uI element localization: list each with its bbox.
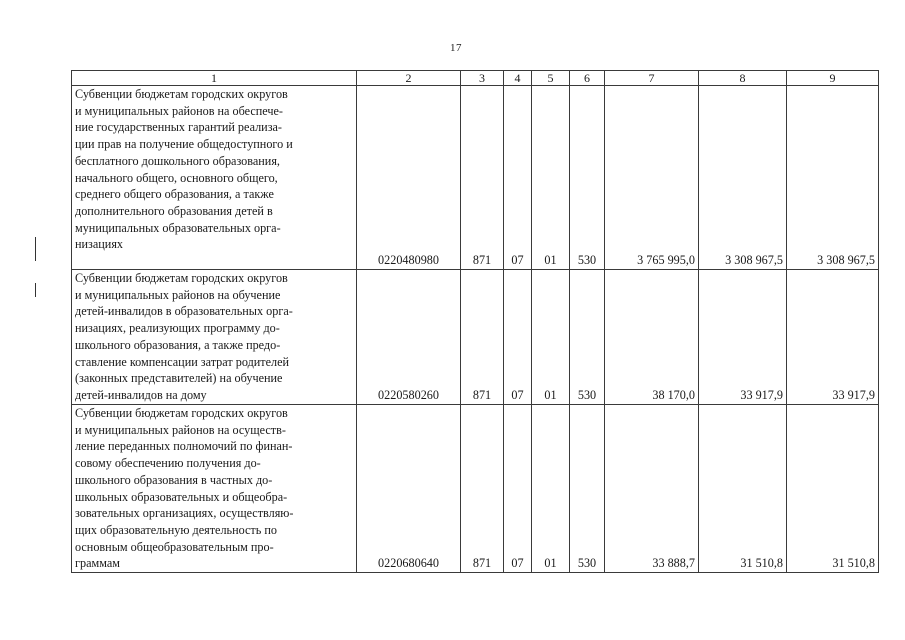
description-line: школьных образовательных и общеобра- [75,489,288,504]
amount-col7: 3 765 995,0 [605,86,699,270]
description-line: совому обеспечению получения до- [75,456,261,471]
target-article-code: 0220480980 [357,86,461,270]
expense-type-code: 530 [570,86,605,270]
amount-col8: 3 308 967,5 [699,86,787,270]
column-header: 3 [461,71,504,86]
description-line: среднего общего образования, а также [75,187,274,202]
table-header-row [72,71,879,86]
description-line: и муниципальных районов на обучение [75,287,281,302]
page-number: 17 [450,42,462,54]
description-line: щих образовательную деятельность по [75,522,277,537]
description-line: ции прав на получение общедоступного и [75,137,293,152]
ministry-code: 871 [461,86,504,270]
description-line: бесплатного дошкольного образования, [75,153,280,168]
description-line: низациях, реализующих программу до- [75,321,280,336]
expense-type-code: 530 [570,405,605,573]
description-line: (законных представителей) на обучение [75,371,283,386]
description-line: зовательных организациях, осуществляю- [75,506,294,521]
row-description [72,86,357,270]
description-line: детей-инвалидов в образовательных орга- [75,304,293,319]
column-header: 9 [787,71,879,86]
column-header: 2 [357,71,461,86]
amount-col8: 31 510,8 [699,405,787,573]
column-header: 5 [532,71,570,86]
target-article-code: 0220680640 [357,405,461,573]
description-line: низациях [75,237,124,252]
description-line: и муниципальных районов на обеспече- [75,103,283,118]
amount-col7: 33 888,7 [605,405,699,573]
section-code: 07 [504,405,532,573]
column-header: 6 [570,71,605,86]
description-line: основным общеобразовательным про- [75,539,274,554]
description-line: школьного образования, а также предо- [75,337,281,352]
column-header: 7 [605,71,699,86]
ministry-code: 871 [461,270,504,405]
row-description [72,270,357,405]
description-line: и муниципальных районов на осуществ- [75,422,286,437]
expense-type-code: 530 [570,270,605,405]
column-header: 4 [504,71,532,86]
scan-mark [35,283,36,297]
amount-col7: 38 170,0 [605,270,699,405]
description-line: ставление компенсации затрат родителей [75,354,290,369]
description-line: школьного образования в частных до- [75,472,273,487]
description-line: Субвенции бюджетам городских округов [75,406,288,420]
subsection-code: 01 [532,405,570,573]
description-line: ление переданных полномочий по финан- [75,439,293,454]
section-code: 07 [504,270,532,405]
budget-table [71,70,879,573]
table-row [72,405,879,573]
description-line: Субвенции бюджетам городских округов [75,271,288,285]
subsection-code: 01 [532,86,570,270]
target-article-code: 0220580260 [357,270,461,405]
description-line: Субвенции бюджетам городских округов [75,87,288,101]
scan-mark [35,237,36,261]
amount-col9: 31 510,8 [787,405,879,573]
amount-col9: 3 308 967,5 [787,86,879,270]
table-row [72,270,879,405]
table-row [72,86,879,270]
amount-col8: 33 917,9 [699,270,787,405]
description-line: дополнительного образования детей в [75,203,273,218]
amount-col9: 33 917,9 [787,270,879,405]
column-header: 8 [699,71,787,86]
description-line: граммам [75,556,120,571]
description-line: муниципальных образовательных орга- [75,220,281,235]
description-line: ние государственных гарантий реализа- [75,120,282,135]
row-description [72,405,357,573]
description-line: детей-инвалидов на дому [75,387,207,402]
column-header: 1 [72,71,357,86]
subsection-code: 01 [532,270,570,405]
ministry-code: 871 [461,405,504,573]
section-code: 07 [504,86,532,270]
description-line: начального общего, основного общего, [75,170,278,185]
